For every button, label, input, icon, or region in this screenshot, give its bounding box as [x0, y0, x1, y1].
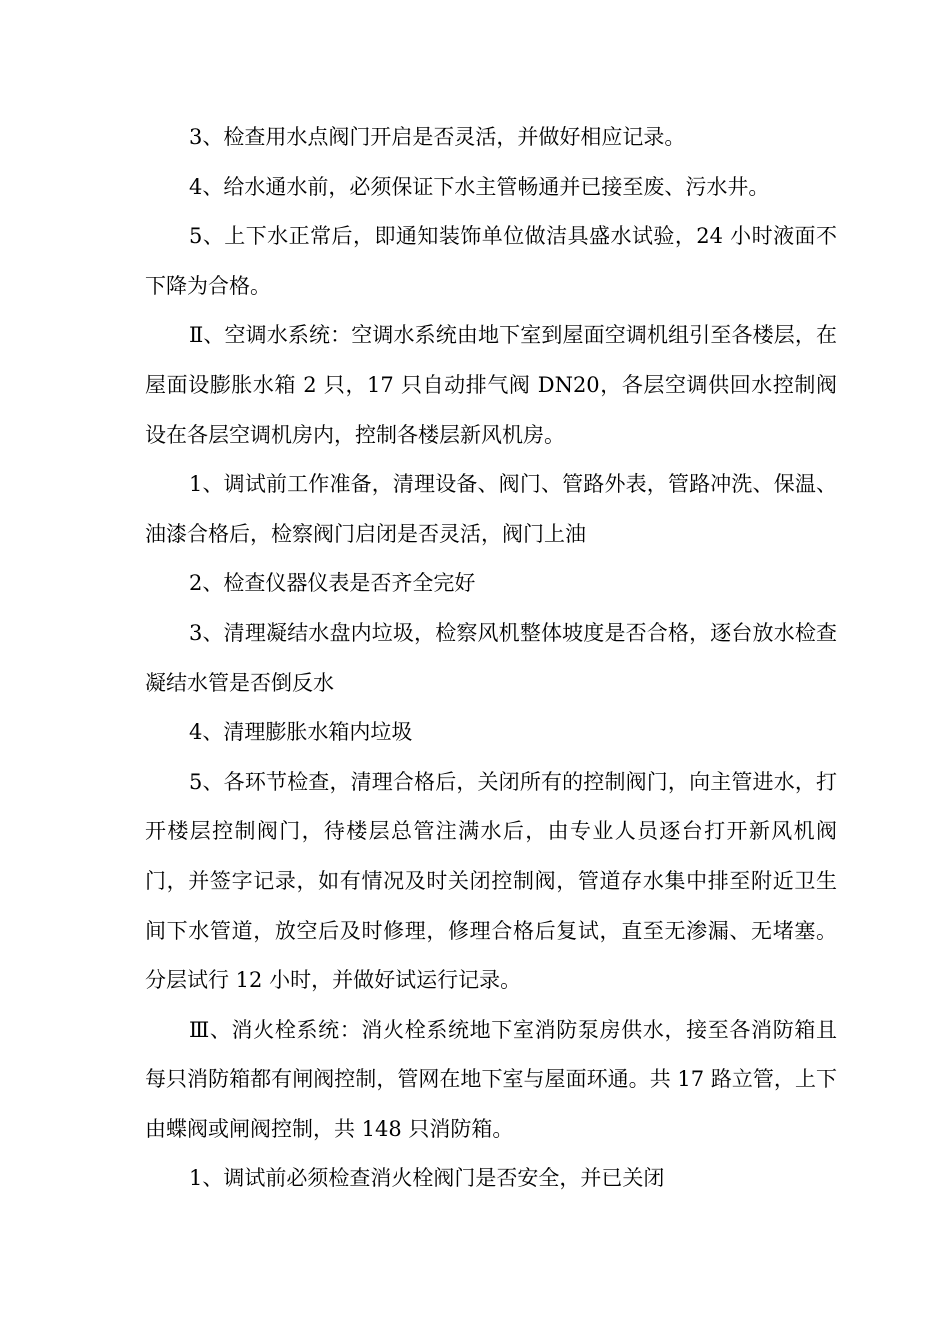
paragraph-condensate-pan-clean: 3、清理凝结水盘内垃圾，检察风机整体坡度是否合格，逐台放水检查凝结水管是否倒反水 [145, 620, 837, 695]
paragraph-fixture-water-test: 5、上下水正常后，即通知装饰单位做洁具盛水试验，24 小时液面不下降为合格。 [145, 224, 837, 298]
paragraph-water-outlet-valve-check: 3、检查用水点阀门开启是否灵活，并做好相应记录。 [189, 125, 686, 149]
document-body [145, 113, 837, 1204]
paragraph-instrument-check: 2、检查仪器仪表是否齐全完好 [189, 571, 476, 596]
paragraph-expansion-tank-clean: 4、清理膨胀水箱内垃圾 [189, 720, 413, 745]
paragraph-hvac-water-system: Ⅱ、空调水系统：空调水系统由地下室到屋面空调机组引至各楼层，在屋面设膨胀水箱 2 只，17 只自动排气阀 DN20，各层空调供回水控制阀设在各层空调机房内，控制各楼层新风机房。 [145, 323, 837, 447]
paragraph-pre-commissioning-prep: 1、调试前工作准备，清理设备、阀门、管路外表，管路冲洗、保温、油漆合格后，检察阀门启闭是否灵活，阀门上油 [145, 472, 837, 546]
paragraph-hydrant-valve-check: 1、调试前必须检查消火栓阀门是否安全，并已关闭 [189, 1166, 665, 1191]
paragraph-fire-hydrant-system: Ⅲ、消火栓系统：消火栓系统地下室消防泵房供水，接至各消防箱且每只消防箱都有闸阀控制，管网在地下室与屋面环通。共 17 路立管，上下由蝶阀或闸阀控制，共 148 只消防箱。 [145, 1017, 837, 1141]
paragraph-drain-main-clear: 4、给水通水前，必须保证下水主管畅通并已接至废、污水井。 [189, 174, 770, 199]
paragraph-system-fill-test: 5、各环节检查，清理合格后，关闭所有的控制阀门，向主管进水，打开楼层控制阀门，待楼层总管注满水后，由专业人员逐台打开新风机阀门，并签字记录，如有情况及时关闭控制阀，管道存水集中排至附近卫生间下水管道，放空后及时修理，修理合格后复试，直至无渗漏、无堵塞。分层试行 12 小时，并做好试运行记录。 [145, 769, 837, 993]
